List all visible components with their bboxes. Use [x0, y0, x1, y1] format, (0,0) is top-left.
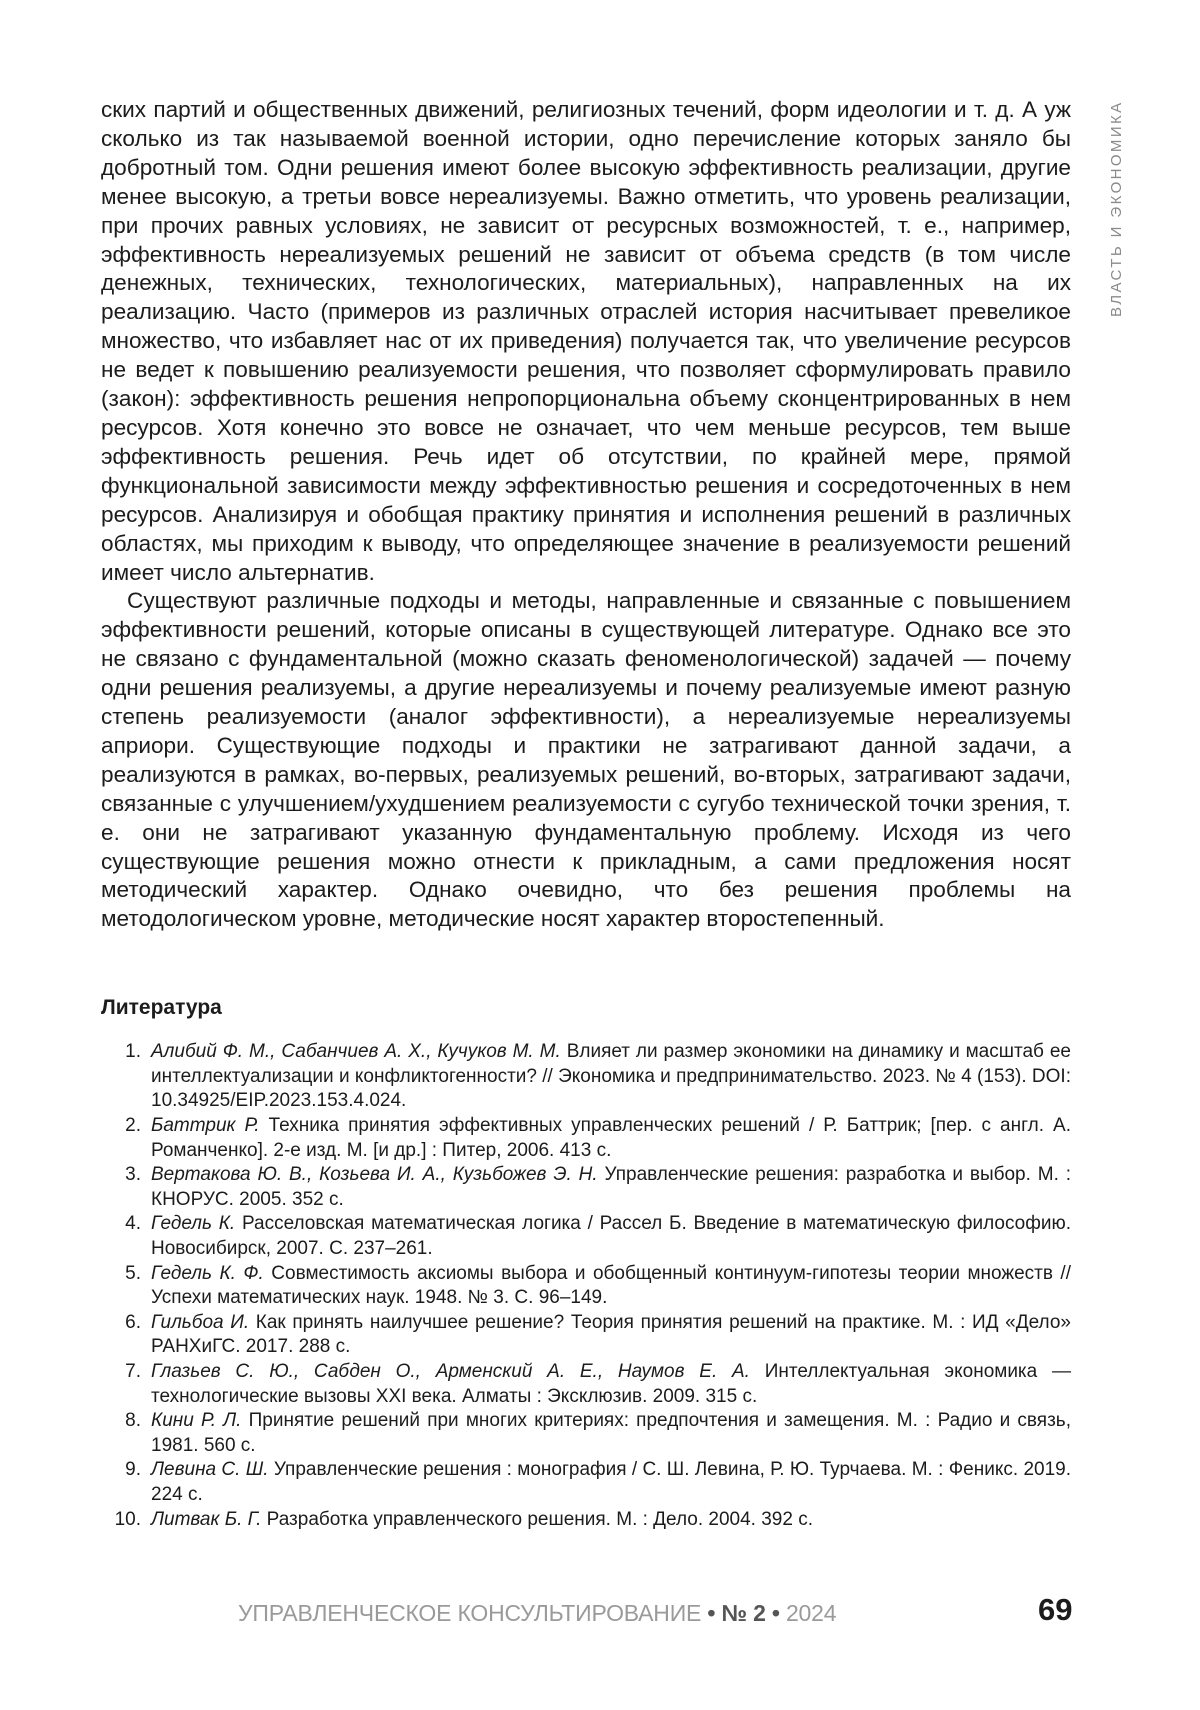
reference-author: Гильбоа И.	[151, 1311, 250, 1333]
reference-author: Литвак Б. Г.	[151, 1508, 262, 1530]
reference-item: 5. Гедель К. Ф. Совместимость аксиомы выбора и обобщенный континуум-гипотезы теории множеств // Успехи математических наук. 1948. № 3. С. 96–149.	[125, 1262, 1071, 1309]
reference-item: 1. Алибий Ф. М., Сабанчиев А. Х., Кучуков М. М. Влияет ли размер экономики на динамику и масштаб ее интеллектуализации и конфликтогенности? // Экономика и предпринимательство. 2023. № 4 (153). DOI: 10.34925/EIP.2023.153.4.024.	[125, 1041, 1071, 1112]
issue-year: 2024	[785, 1600, 837, 1626]
body-text	[101, 96, 1071, 934]
reference-item: 8. Кини Р. Л. Принятие решений при многих критериях: предпочтения и замещения. М. : Радио и связь, 1981. 560 с.	[125, 1410, 1071, 1456]
reference-item: 3. Вертакова Ю. В., Козьева И. А., Кузьбожев Э. Н. Управленческие решения: разработка и выбор. М. : КНОРУС. 2005. 352 с.	[125, 1164, 1072, 1210]
separator: •	[771, 1600, 780, 1626]
journal-footer	[238, 1600, 836, 1627]
page-number: 69	[1038, 1592, 1073, 1627]
reference-item: 4. Гедель К. Расселовская математическая логика / Рассел Б. Введение в математическую философию. Новосибирск, 2007. С. 237–261.	[125, 1213, 1071, 1260]
reference-item: 7. Глазьев С. Ю., Сабден О., Арменский А. Е., Наумов Е. А. Интеллектуальная экономика — технологические вызовы XXI века. Алматы : Эксклюзив. 2009. 315 с.	[125, 1361, 1071, 1407]
reference-author: Кини Р. Л.	[151, 1410, 242, 1432]
reference-author: Гедель К.	[151, 1213, 236, 1235]
reference-item: 6. Гильбоа И. Как принять наилучшее решение? Теория принятия решений на практике. М. : ИД «Дело» РАНХиГС. 2017. 288 с.	[125, 1311, 1071, 1358]
reference-author: Алибий Ф. М., Сабанчиев А. Х., Кучуков М. М.	[151, 1041, 561, 1063]
reference-author: Левина С. Ш.	[151, 1459, 269, 1481]
paragraph: ских партий и общественных движений, религиозных течений, форм идеологии и т. д. А уж сколько из так называемой военной истории, одно перечисление которых заняло бы добротный том. Одни решения имеют более высокую эффективность реализации, другие менее высокую, а третьи вовсе нереализуемы. Важно отметить, что уровень реализации, при прочих равных условиях, не зависит от ресурсных возможностей, т. е., например, эффективность нереализуемых решений не зависит от объема средств (в том числе денежных, технических, технологических, материальных), направленных на их реализацию. Часто (примеров из различных отраслей история насчитывает превеликое множество, что избавляет нас от их приведения) получается так, что увеличение ресурсов не ведет к повышению реализуемости решения, что позволяет сформулировать правило (закон): эффективность решения непропорциональна объему сконцентрированных в нем ресурсов. Хотя конечно это вовсе не означает, что чем меньше ресурсов, тем выше эффективность решения. Речь идет об отсутствии, по крайней мере, прямой функциональной зависимости между эффективностью решения и сосредоточенных в нем ресурсов. Анализируя и обобщая практику принятия и исполнения решений в различных областях, мы приходим к выводу, что определяющее значение в реализуемости решений имеет число альтернатив.	[101, 97, 1071, 585]
paragraph: Существуют различные подходы и методы, направленные и связанные с повышением эффективности решений, которые описаны в существующей литературе. Однако все это не связано с фундаментальной (можно сказать феноменологической) задачей — почему одни решения реализуемы, а другие нереализуемы и почему реализуемые имеют разную степень реализуемости (аналог эффективности), а нереализуемые нереализуемы априори. Существующие подходы и практики не затрагивают данной задачи, а реализуются в рамках, во-первых, реализуемых решений, во-вторых, затрагивают задачи, связанные с улучшением/ухудшением реализуемости с сугубо технической точки зрения, т. е. они не затрагивают указанную фундаментальную проблему. Исходя из чего существующие решения можно отнести к прикладным, а сами предложения носят методический характер. Однако очевидно, что без решения проблемы на методологическом уровне, методические носят характер второстепенный.	[101, 588, 1071, 932]
reference-item: 10. Литвак Б. Г. Разработка управленческого решения. М. : Дело. 2004. 392 с.	[114, 1508, 813, 1530]
separator: •	[707, 1600, 716, 1626]
reference-author: Баттрик Р.	[151, 1115, 260, 1137]
reference-item: 2. Баттрик Р. Техника принятия эффективных управленческих решений / Р. Баттрик; [пер. с англ. А. Романченко]. 2-е изд. М. [и др.] : Питер, 2006. 413 с.	[125, 1115, 1071, 1161]
reference-author: Гедель К. Ф.	[151, 1262, 264, 1284]
reference-item: 9. Левина С. Ш. Управленческие решения : монография / С. Ш. Левина, Р. Ю. Турчаева. М. : Феникс. 2019. 224 с.	[125, 1459, 1071, 1505]
issue-number: № 2	[721, 1600, 766, 1626]
section-label: ВЛАСТЬ И ЭКОНОМИКА	[1108, 100, 1125, 317]
journal-title: УПРАВЛЕНЧЕСКОЕ КОНСУЛЬТИРОВАНИЕ	[238, 1600, 702, 1626]
references-list	[101, 1040, 1071, 1532]
reference-author: Вертакова Ю. В., Козьева И. А., Кузьбожев Э. Н.	[151, 1164, 598, 1186]
reference-author: Глазьев С. Ю., Сабден О., Арменский А. Е., Наумов Е. А.	[151, 1361, 750, 1382]
page-content	[101, 96, 1071, 1532]
references-heading: Литература	[101, 996, 222, 1020]
